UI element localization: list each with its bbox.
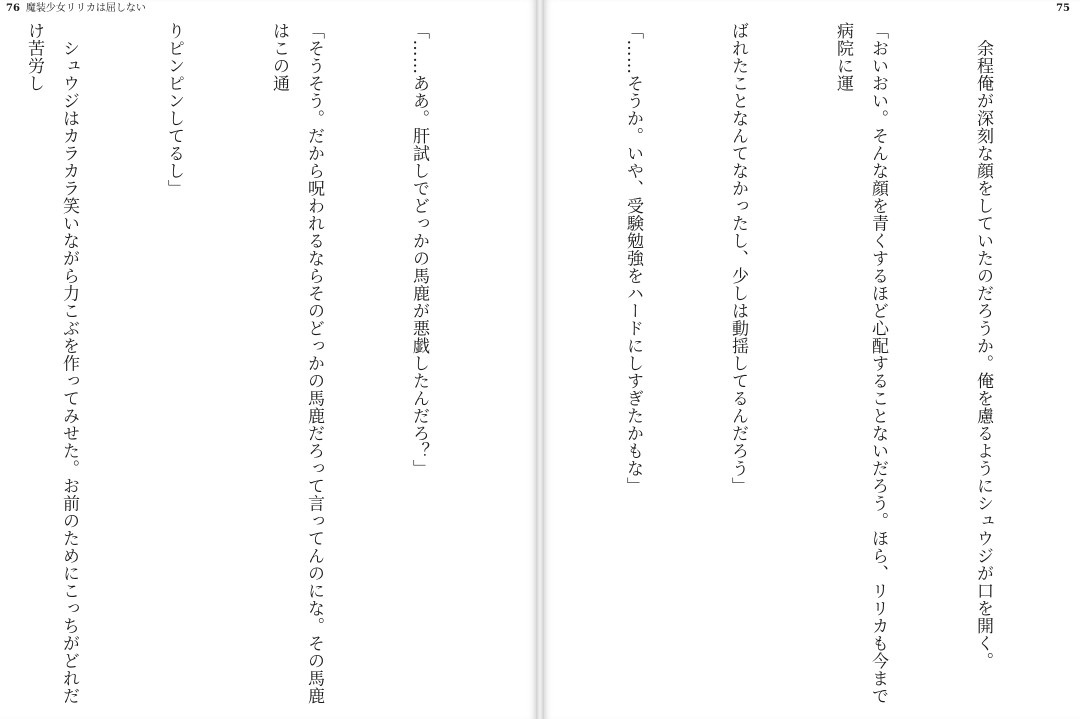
- text-line: 「……ああ。肝試しでどっかの馬鹿が悪戯したんだろ？」: [409, 22, 429, 477]
- text-line: シュウジはカラカラ笑いながら力こぶを作ってみせた。お前のためにこっちがどれだけ苦労し: [24, 22, 79, 705]
- right-page: [544, 0, 1080, 719]
- text-line: 「おいおい。そんな顔を青くするほど心配することないだろう。ほら、リリカも今まで病院に運: [833, 22, 888, 705]
- left-page-header: [6, 3, 146, 15]
- text-line: ばれたことなんてなかったし、少しは動揺してるんだろう」: [728, 22, 748, 495]
- book-gutter: [536, 0, 544, 719]
- left-page: [0, 0, 536, 719]
- running-head: 魔装少女リリカは屈しない: [25, 3, 146, 14]
- right-page-number: 75: [1056, 3, 1070, 14]
- text-line: 余程俺が深刻な顔をしていたのだろうか。俺を慮るようにシュウジが口を開く。: [973, 22, 993, 670]
- text-line: りピンピンしてるし」: [164, 22, 184, 197]
- right-page-body: [552, 22, 1070, 712]
- text-line: 「そうそう。だから呪われるならそのどっかの馬鹿だろって言ってんのにな。その馬鹿はこの通: [269, 22, 324, 705]
- text-line: 「……そうか。いや、受験勉強をハードにしすぎたかもな」: [623, 22, 643, 495]
- left-page-body: [6, 22, 506, 712]
- left-page-number: 76: [6, 3, 20, 14]
